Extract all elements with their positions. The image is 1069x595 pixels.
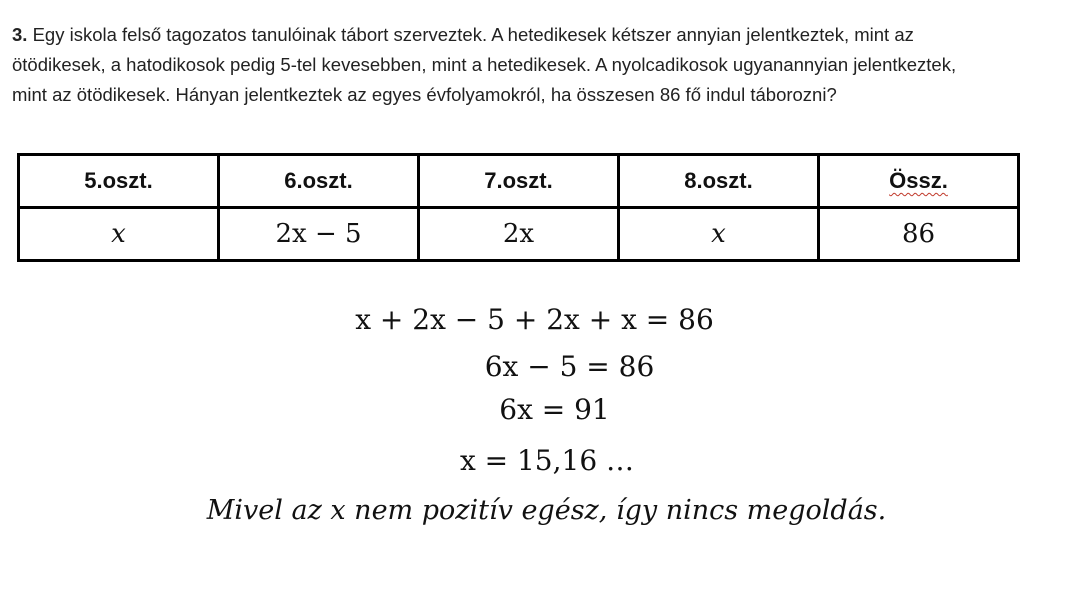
header-total	[819, 155, 1019, 208]
grade-table	[17, 153, 1020, 262]
equation-3: 6x = 91	[499, 393, 610, 426]
problem-text-3: mint az ötödikesek. Hányan jelentkeztek az egyes évfolyamokról, ha összesen 86 fő indul táborozni?	[12, 84, 837, 105]
problem-line-1	[12, 20, 1062, 50]
problem-statement	[12, 20, 1062, 110]
header-grade-7: 7.oszt.	[419, 155, 619, 208]
value-grade-8: x	[619, 208, 819, 261]
problem-text-2: ötödikesek, a hatodikosok pedig 5-tel kevesebben, mint a hetedikesek. A nyolcadikosok ugyanannyian jelentkeztek,	[12, 54, 957, 75]
problem-number: 3.	[12, 24, 28, 45]
equation-2: 6x − 5 = 86	[484, 350, 655, 383]
equation-1: x + 2x − 5 + 2x + x = 86	[355, 303, 714, 336]
value-grade-5: x	[19, 208, 219, 261]
header-grade-6: 6.oszt.	[219, 155, 419, 208]
conclusion-text: Mivel az x nem pozitív egész, így nincs megoldás.	[206, 495, 887, 526]
table-value-row	[19, 208, 1019, 261]
table-header-row	[19, 155, 1019, 208]
header-total-label: Össz.	[889, 168, 948, 193]
equation-4: x = 15,16 …	[459, 444, 635, 477]
header-grade-8: 8.oszt.	[619, 155, 819, 208]
problem-text-1: Egy iskola felső tagozatos tanulóinak tábort szerveztek. A hetedikesek kétszer annyian jelentkeztek, mint az	[32, 24, 914, 45]
header-grade-5: 5.oszt.	[19, 155, 219, 208]
value-total: 86	[819, 208, 1019, 261]
value-grade-7: 2x	[419, 208, 619, 261]
value-grade-6: 2x − 5	[219, 208, 419, 261]
